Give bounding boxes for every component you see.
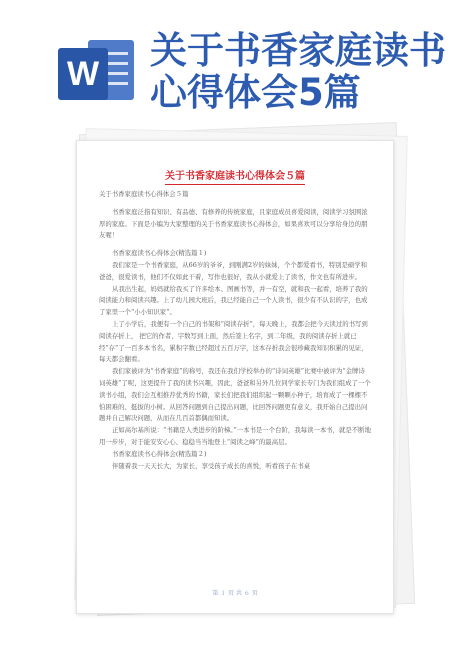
word-icon-line bbox=[106, 72, 128, 75]
subtitle-paragraph: 关于书香家庭读书心得体会５篇 bbox=[99, 190, 189, 198]
word-icon-line bbox=[106, 62, 128, 65]
document-body bbox=[99, 189, 371, 472]
intro-paragraph: 书香家庭泛指有知识、有品德、有修养的传统家庭，且家庭成员喜爱阅读，阅读学习氛围浓厚的家庭。下面是小编为大家整理的关于书香家庭读书心得体会，如果喜欢可以分享给身边的朋友喔！ bbox=[99, 207, 368, 240]
word-icon-line bbox=[106, 82, 128, 85]
banner-title-line1: 关于书香家庭读书 bbox=[150, 29, 446, 72]
page-number: 第 １ 页 共 ６ 页 bbox=[212, 590, 258, 597]
document-title-text: 关于书香家庭读书心得体会５篇 bbox=[165, 171, 305, 185]
section-heading: 书香家庭读书心得体会(精选篇２) bbox=[112, 449, 207, 458]
word-icon-line bbox=[106, 52, 128, 55]
banner-title bbox=[150, 30, 450, 114]
header-banner bbox=[0, 0, 474, 120]
banner-title-line2: 心得体会5篇 bbox=[150, 71, 361, 114]
word-icon-letter: W bbox=[58, 48, 108, 100]
body-paragraph: 从我出生起，妈妈就给我买了许多绘本、图画书等，并一有空，就和我一起看，培养了我的阅读能力和阅读兴趣。上了幼儿园大班后，我已经能自己一个人读书，很少有不认识的字，也成了家里一个“小小知识家”。 bbox=[99, 284, 368, 317]
body-paragraph: 伴随着我一天天长大，为家长，享受孩子成长的喜悦，听看孩子在书桌 bbox=[112, 461, 311, 470]
word-document-icon bbox=[58, 40, 136, 106]
body-paragraph: 我们家是一个书香家庭，从66岁的爷爷，到刚满2岁的妹妹，个个都爱看书，特别是硕学和爸爸，很爱读书，他们不仅如此干着，写作也很好，我从小就爱上了读书，作文也有所进步。 bbox=[99, 260, 368, 281]
body-paragraph: 上了小学后，我便有一个自己的书架和“阅读存折”，每天晚上，我都会把今天读过的书写到阅读存折上， 把它的作者、字数写到上面，然后签上名字，到二年级，我的阅读存折上就已经“存”了一百多本书名，累积字数已经超过五百万字，这本存折我会很珍藏我知识积累的见证，每天都会翻看。 bbox=[99, 319, 368, 364]
section-heading: 书香家庭读书心得体会(精选篇１) bbox=[112, 249, 207, 258]
document-page bbox=[76, 140, 394, 614]
body-paragraph: 我们家被评为“书香家庭”的称号，我还在我们学校举办的“诗词英雄”比赛中被评为“金牌诗词英雄”了呢，这更提升了我的读书兴趣，因此，爸爸和另外几位同学家长专门为我们组成了一个读书小组，我们会互相推荐优秀的书籍，家长们把我们组织起一颗颗小种子，培育成了一棵棵不怕困难的、挺拔的小树。从回答问题到自己提出问题，比回答问题更有意义，我开始自己提出问题并自己解决问题，从而在几百首都偶而知读。 bbox=[99, 367, 371, 423]
body-paragraph: 正如高尔基所说：“书籍是人类进步的阶梯。”一本书是一个台阶，我每读一本书，就是不断地用一步步，对于能安安心心、稳稳当当地登上“阅读之峰”的最高层。 bbox=[99, 426, 371, 446]
document-title bbox=[77, 171, 393, 185]
